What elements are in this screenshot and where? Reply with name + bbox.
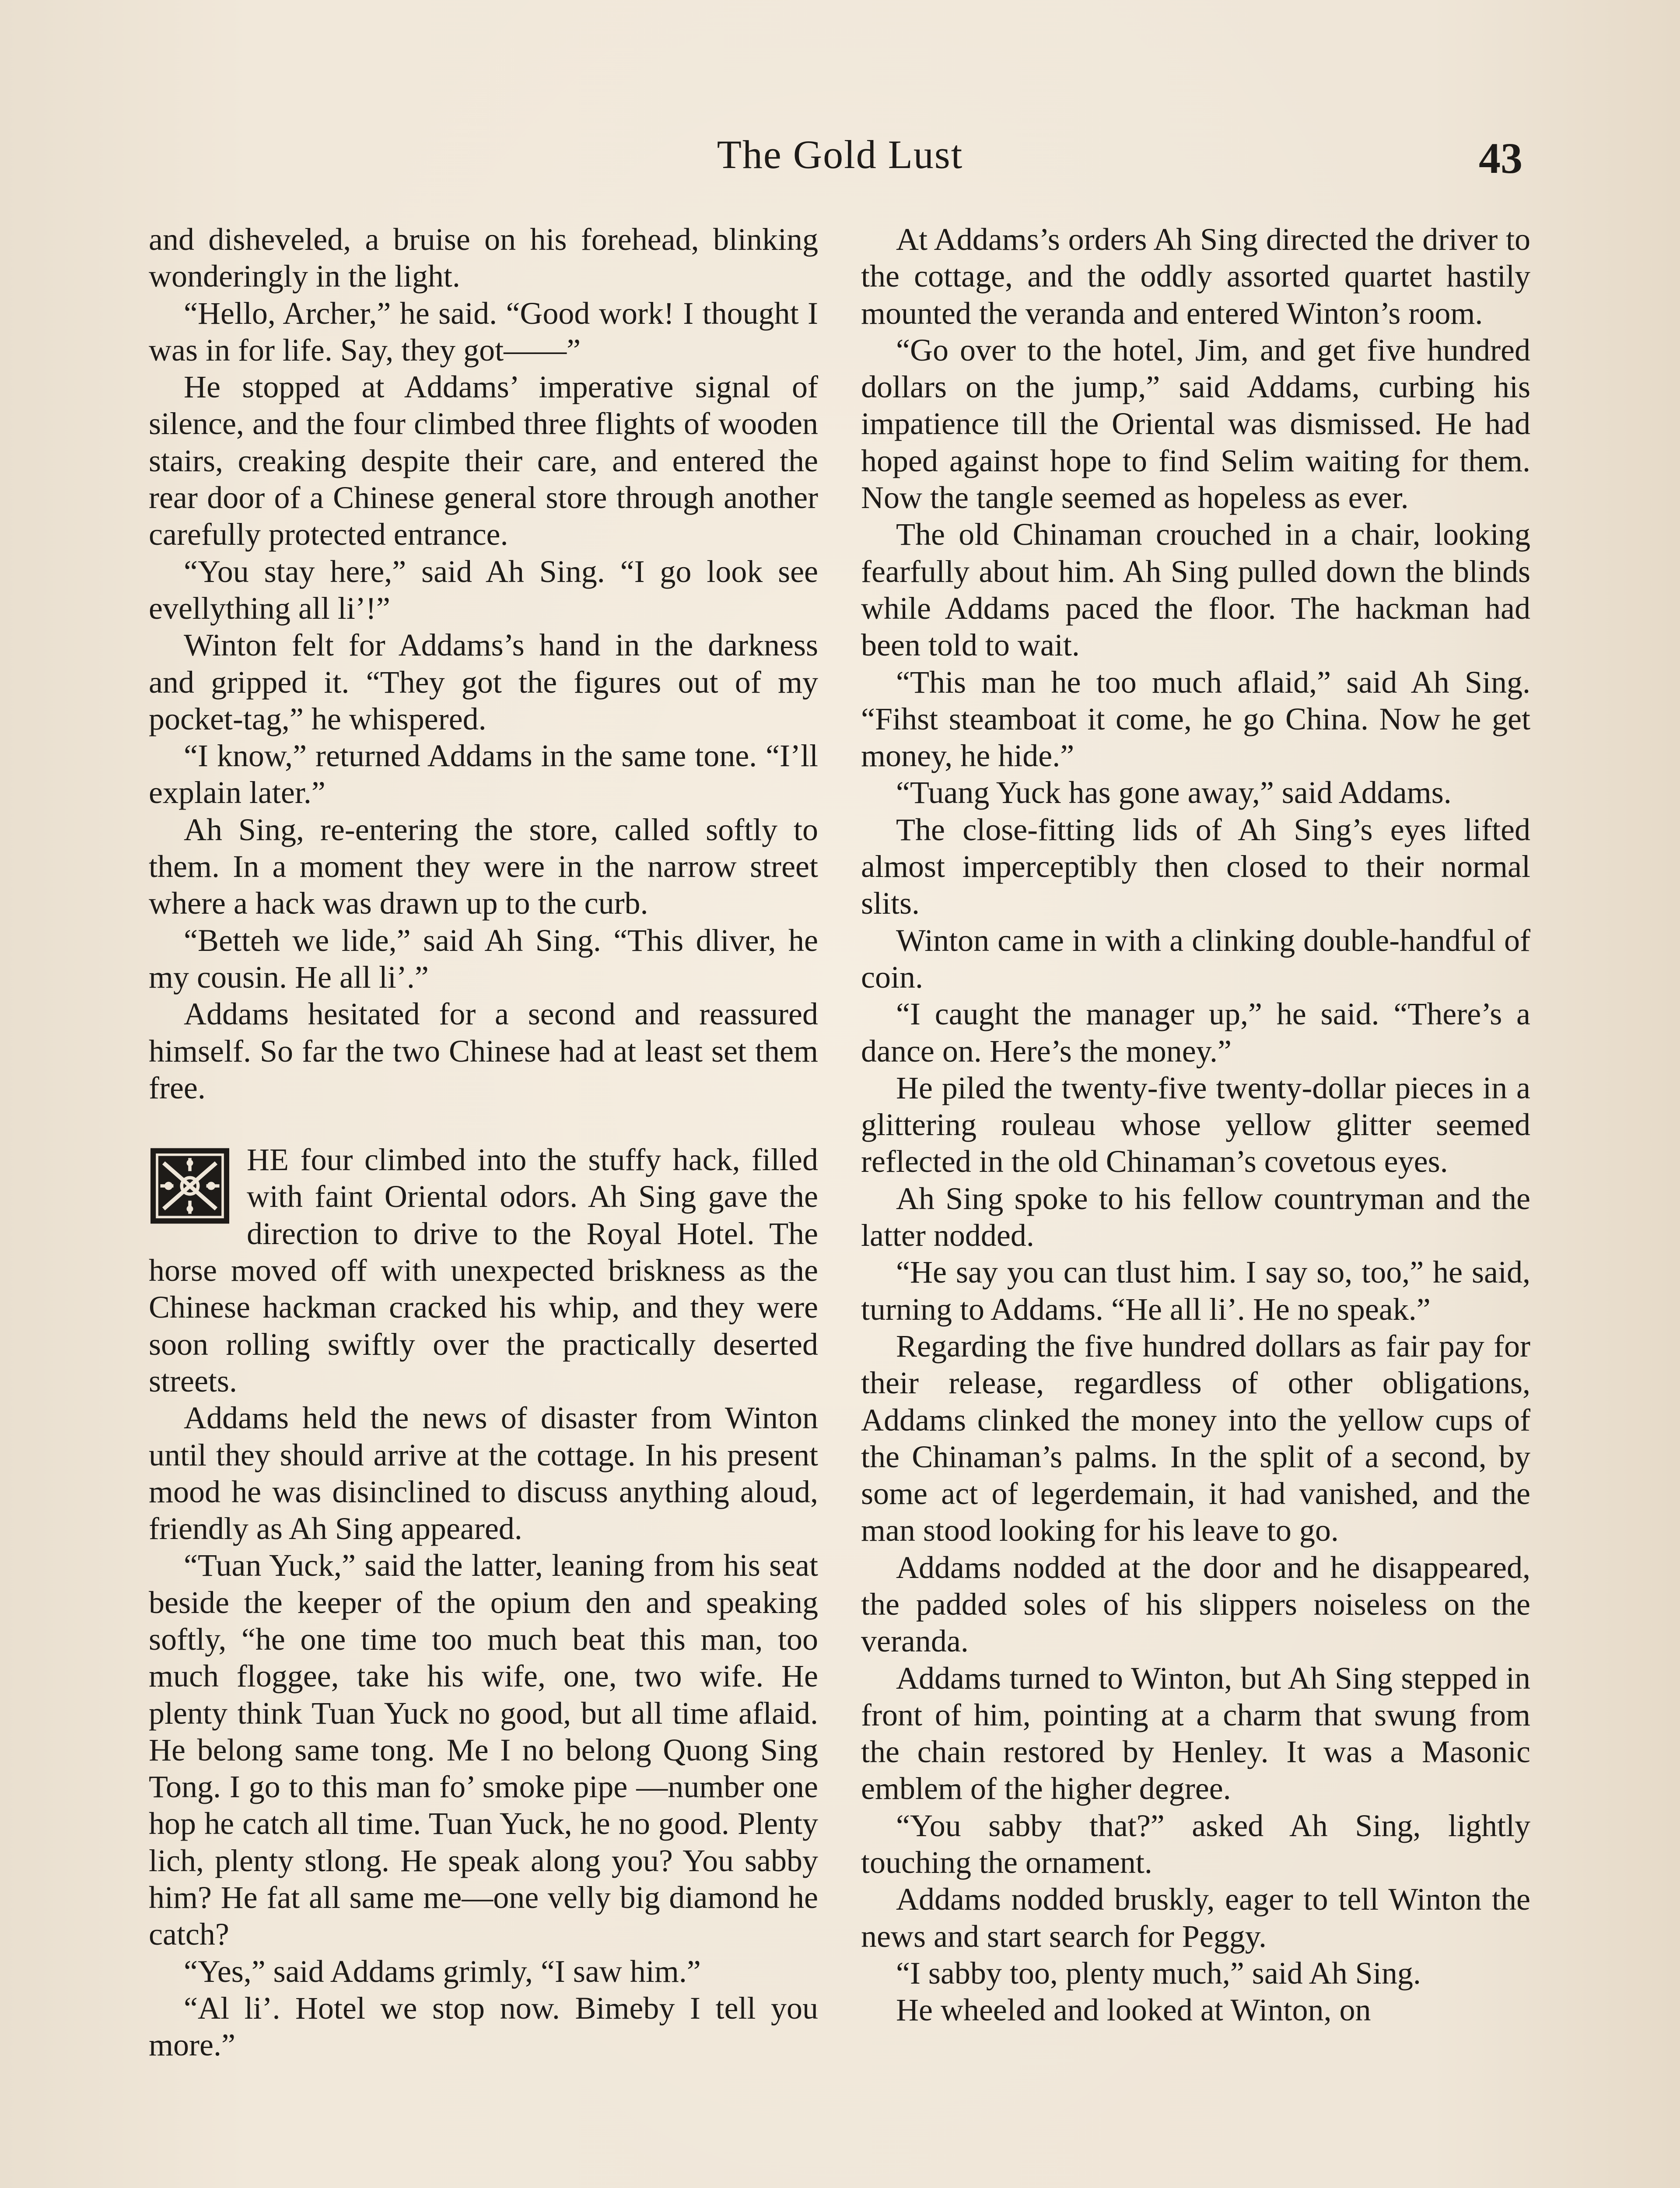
- section-start: [149, 1141, 818, 1399]
- paragraph: At Addams’s orders Ah Sing directed the driver to the cottage, and the oddly assorted quartet hastily mounted the veranda and entered Winton’s room.: [861, 222, 1530, 331]
- paragraph: Addams nodded at the door and he disappeared, the padded soles of his slippers noiseless on the veranda.: [861, 1550, 1530, 1659]
- paragraph: He wheeled and looked at Winton, on: [896, 1992, 1371, 2028]
- right-column: [861, 221, 1530, 2029]
- paragraph: “Betteh we lide,” said Ah Sing. “This dliver, he my cousin. He all li’.”: [149, 922, 818, 995]
- paragraph: Addams held the news of disaster from Winton until they should arrive at the cottage. In his present mood he was disinclined to discuss anything aloud, friendly as Ah Sing appeared.: [149, 1400, 818, 1546]
- paragraph: “You stay here,” said Ah Sing. “I go look see evellything all li’!”: [149, 554, 818, 626]
- paragraph: and disheveled, a bruise on his forehead, blinking wonderingly in the light.: [149, 222, 818, 294]
- paragraph: Addams hesitated for a second and reassured himself. So far the two Chinese had at least set them free.: [149, 996, 818, 1105]
- paragraph: Winton felt for Addams’s hand in the darkness and gripped it. “They got the figures out of my pocket-tag,” he whispered.: [149, 628, 818, 736]
- paragraph: “This man he too much aflaid,” said Ah Sing. “Fihst steamboat it come, he go China. Now he get money, he hide.”: [861, 664, 1530, 774]
- paragraph: The close-fitting lids of Ah Sing’s eyes lifted almost imperceptibly then closed to their normal slits.: [861, 812, 1530, 921]
- paragraph: “Tuan Yuck,” said the latter, leaning from his seat beside the keeper of the opium den and speaking softly, “he one time too much beat this man, too much floggee, take his wife, one, two wife. He plenty think Tuan Yuck no good, but all time aflaid. He belong same tong. Me I no belong Quong Sing Tong. I go to this man fo’ smoke pipe —number one hop he catch all time. Tuan Yuck, he no good. Plenty lich, plenty stlong. He speak along you? You sabby him? He fat all same me—one velly big diamond he catch?: [149, 1548, 818, 1952]
- page-number: 43: [1479, 134, 1522, 182]
- paragraph-with-dropcap: HE four climbed into the stuffy hack, filled with faint Oriental odors. Ah Sing gave the direction to drive to the Royal Hotel. The horse moved off with unexpected briskness as the Chinese hackman cracked his whip, and they were soon rolling swiftly over the practically deserted streets.: [149, 1142, 818, 1399]
- paragraph: “Tuang Yuck has gone away,” said Addams.: [896, 775, 1452, 810]
- paragraph: “He say you can tlust him. I say so, too,” he said, turning to Addams. “He all li’. He no speak.”: [861, 1255, 1530, 1327]
- left-column: [149, 221, 818, 2064]
- paragraph: The old Chinaman crouched in a chair, looking fearfully about him. Ah Sing pulled down the blinds while Addams paced the floor. The hackman had been told to wait.: [861, 517, 1530, 663]
- paragraph: “I caught the manager up,” he said. “There’s a dance on. Here’s the money.”: [861, 996, 1530, 1069]
- paragraph: Regarding the five hundred dollars as fair pay for their release, regardless of other obligations, Addams clinked the money into the yellow cups of the Chinaman’s palms. In the split of a second, by some act of legerdemain, it had vanished, and the man stood looking for his leave to go.: [861, 1328, 1530, 1548]
- paragraph: Ah Sing, re-entering the store, called softly to them. In a moment they were in the narrow street where a hack was drawn up to the curb.: [149, 812, 818, 921]
- paragraph: “Hello, Archer,” he said. “Good work! I thought I was in for life. Say, they got——”: [149, 295, 818, 368]
- paragraph: Addams nodded bruskly, eager to tell Winton the news and start search for Peggy.: [861, 1882, 1530, 1954]
- paragraph: “You sabby that?” asked Ah Sing, lightly touching the ornament.: [861, 1808, 1530, 1880]
- ornamental-dropcap-icon: [149, 1147, 231, 1225]
- paragraph: Ah Sing spoke to his fellow countryman and the latter nodded.: [861, 1181, 1530, 1253]
- running-title: The Gold Lust: [717, 132, 963, 177]
- paragraph: “Yes,” said Addams grimly, “I saw him.”: [184, 1953, 701, 1989]
- paragraph: Winton came in with a clinking double-handful of coin.: [861, 922, 1530, 995]
- paragraph: He piled the twenty-five twenty-dollar pieces in a glittering rouleau whose yellow glitter seemed reflected in the old Chinaman’s covetous eyes.: [861, 1070, 1530, 1179]
- paragraph: Addams turned to Winton, but Ah Sing stepped in front of him, pointing at a charm that swung from the chain restored by Henley. It was a Masonic emblem of the higher degree.: [861, 1660, 1530, 1806]
- paragraph: “I sabby too, plenty much,” said Ah Sing.: [896, 1955, 1421, 1991]
- paragraph: “Al li’. Hotel we stop now. Bimeby I tell you more.”: [149, 1990, 818, 2063]
- paragraph: “Go over to the hotel, Jim, and get five hundred dollars on the jump,” said Addams, curbing his impatience till the Oriental was dismissed. He had hoped against hope to find Selim waiting for them. Now the tangle seemed as hopeless as ever.: [861, 332, 1530, 515]
- paragraph: “I know,” returned Addams in the same tone. “I’ll explain later.”: [149, 738, 818, 810]
- paragraph: He stopped at Addams’ imperative signal of silence, and the four climbed three flights of wooden stairs, creaking despite their care, and entered the rear door of a Chinese general store through another carefully protected entrance.: [149, 369, 818, 552]
